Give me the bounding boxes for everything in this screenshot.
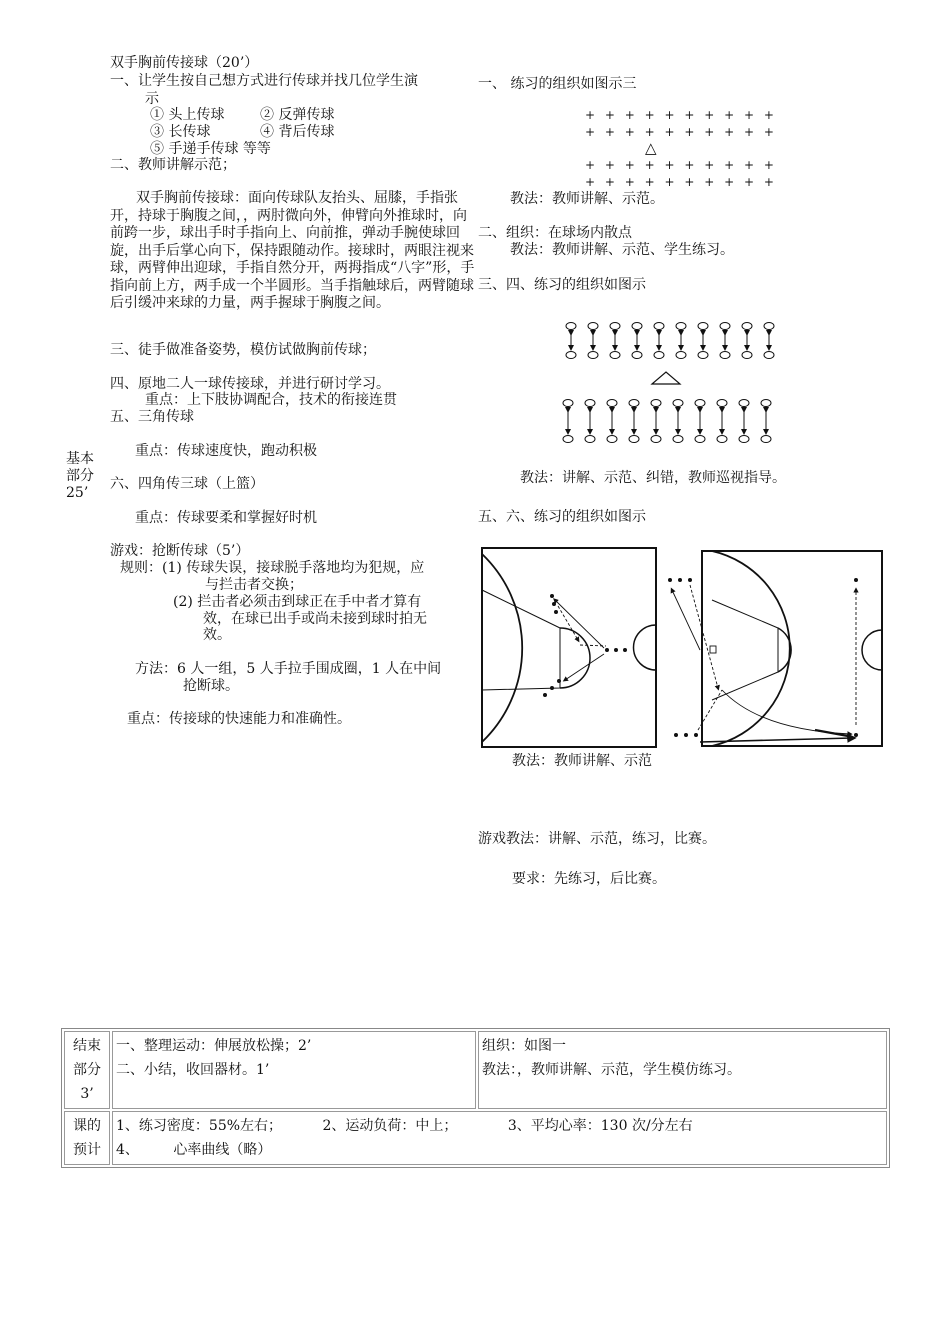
heart-curve: 心率曲线（略）: [173, 1142, 272, 1158]
item-3: 三、徒手做准备姿势，模仿试做胸前传球；: [110, 342, 376, 358]
player-oval: [673, 436, 683, 443]
player-oval: [742, 323, 752, 330]
players-left: [543, 594, 627, 697]
lesson-estimate: 1、练习密度：55%左右； 2、运动负荷：中上； 3、平均心率：130 次/分左右 4、 心率曲线（略）: [112, 1111, 887, 1165]
formation-row: + + + + + + + + + +: [585, 175, 777, 189]
item-6: 六、四角传三球（上篮）: [110, 476, 264, 492]
player-oval: [607, 400, 617, 407]
requirement: 要求：先练习，后比赛。: [512, 871, 666, 887]
game-method: 方法：6 人一组，5 人手拉手围成圈，1 人在中间: [135, 661, 442, 677]
teach-2: 教法：教师讲解、示范、学生练习。: [510, 242, 734, 258]
teach-3: 教法：讲解、示范、纠错，教师巡视指导。: [520, 470, 786, 486]
row-label: 课的 预计: [64, 1111, 110, 1165]
player-oval: [764, 352, 774, 359]
item-2: 二、教师讲解示范；: [110, 157, 236, 173]
formation-row: + + + + + + + + + +: [585, 125, 777, 139]
player-oval: [588, 352, 598, 359]
formation-row: + + + + + + + + + +: [585, 158, 777, 172]
list-item: ① 头上传球: [150, 107, 225, 123]
player-oval: [610, 323, 620, 330]
summary-table: [61, 1028, 890, 1168]
player-oval: [695, 400, 705, 407]
player-oval: [717, 436, 727, 443]
player-oval: [676, 352, 686, 359]
side-label: 25’: [66, 485, 89, 501]
teach-4: 教法：教师讲解、示范: [512, 753, 652, 769]
player-oval: [629, 436, 639, 443]
half-court-right: [702, 551, 882, 746]
player-oval: [698, 352, 708, 359]
player-oval: [761, 436, 771, 443]
item-5: 五、三角传球: [110, 409, 194, 425]
player-oval: [632, 352, 642, 359]
player-oval: [717, 400, 727, 407]
player-oval: [739, 400, 749, 407]
player-oval: [764, 323, 774, 330]
player-oval: [739, 436, 749, 443]
game-teach: 游戏教法：讲解、示范，练习，比赛。: [478, 831, 716, 847]
player-oval: [610, 352, 620, 359]
player-oval: [632, 323, 642, 330]
player-oval: [654, 352, 664, 359]
teach-1: 教法：教师讲解、示范。: [510, 191, 664, 207]
list-item: ② 反弹传球: [260, 107, 335, 123]
player-oval: [588, 323, 598, 330]
item-4-key: 重点：上下肢协调配合，技术的衔接连贯: [145, 392, 397, 408]
game-title: 游戏：抢断传球（5’）: [110, 543, 250, 559]
list-item: ④ 背后传球: [260, 124, 335, 140]
list-item: ③ 长传球: [150, 124, 211, 140]
rule-2: (2) 拦击者必须击到球正在手中者才算有: [173, 594, 422, 610]
player-oval: [585, 400, 595, 407]
heart-rate: 3、平均心率：130 次/分左右: [507, 1118, 693, 1134]
section-title: 双手胸前传接球（20’）: [110, 55, 259, 71]
item-6-key: 重点：传球要柔和掌握好时机: [135, 510, 317, 526]
table-row: [64, 1111, 887, 1165]
teacher-triangle-icon: [652, 372, 680, 384]
players-right: [668, 578, 858, 737]
player-oval: [566, 352, 576, 359]
rule-1: 规则：(1) 传球失误，接球脱手落地均为犯规，应: [120, 560, 425, 576]
player-oval: [651, 400, 661, 407]
rule-2-cont: 效。: [203, 627, 231, 643]
item-5-key: 重点：传球速度快，跑动积极: [135, 443, 317, 459]
player-oval: [720, 352, 730, 359]
player-oval: [761, 400, 771, 407]
item-1: 一、让学生按自己想方式进行传球并找几位学生演: [110, 73, 418, 89]
teacher-triangle-icon: △: [645, 139, 657, 157]
density: 1、练习密度：55%左右；: [116, 1118, 283, 1134]
end-content: 一、整理运动：伸展放松操；2’ 二、小结，收回器材。1’: [112, 1031, 476, 1109]
table-row: [64, 1031, 887, 1109]
org-3: 三、四、练习的组织如图示: [478, 277, 646, 293]
item-1-cont: 示: [145, 91, 159, 107]
player-oval: [651, 436, 661, 443]
item-4: 四、原地二人一球传接球，并进行研讨学习。: [110, 376, 390, 392]
side-label: 部分: [66, 468, 94, 484]
half-court-left: [482, 548, 656, 747]
player-oval: [607, 436, 617, 443]
org-2: 二、组织：在球场内散点: [478, 225, 632, 241]
player-oval: [585, 436, 595, 443]
player-oval: [676, 323, 686, 330]
player-oval: [673, 400, 683, 407]
player-oval: [742, 352, 752, 359]
player-oval: [654, 323, 664, 330]
player-oval: [563, 436, 573, 443]
game-method-cont: 抢断球。: [183, 678, 239, 694]
player-oval: [566, 323, 576, 330]
side-label: 基本: [66, 451, 94, 467]
player-oval: [695, 436, 705, 443]
technique-paragraph: 双手胸前传接球：面向传球队友抬头、屈膝，手指张开，持球于胸腹之间，，两肘微向外，伸臂向外推球时，向前跨一步，球出手时手指向上、向前推，弹动手腕使球回旋，出手后掌心向下，保持跟随动作。接球时，两眼注视来球，两臂伸出迎球，手指自然分开，两拇指成“八字”形，手指向前上方，两手成一个半圆形。当手指触球后，两臂随球后引缓冲来球的力量，两手握球于胸腹之间。: [110, 190, 475, 311]
org-1: 一、 练习的组织如图示三: [478, 76, 637, 92]
player-oval: [563, 400, 573, 407]
row-label: 结束 部分 3’: [64, 1031, 110, 1109]
rule-1-cont: 与拦击者交换；: [205, 577, 303, 593]
player-oval: [720, 323, 730, 330]
game-key: 重点：传接球的快速能力和准确性。: [127, 711, 351, 727]
formation-row: + + + + + + + + + +: [585, 108, 777, 122]
player-oval: [698, 323, 708, 330]
org-4: 五、六、练习的组织如图示: [478, 509, 646, 525]
player-oval: [629, 400, 639, 407]
rule-2-cont: 效，在球已出手或尚未接到球时拍无: [203, 611, 427, 627]
list-item: ⑤ 手递手传球 等等: [150, 141, 271, 157]
load: 2、运动负荷：中上；: [322, 1118, 458, 1134]
end-organization: 组织：如图一 教法：，教师讲解、示范，学生模仿练习。: [478, 1031, 887, 1109]
